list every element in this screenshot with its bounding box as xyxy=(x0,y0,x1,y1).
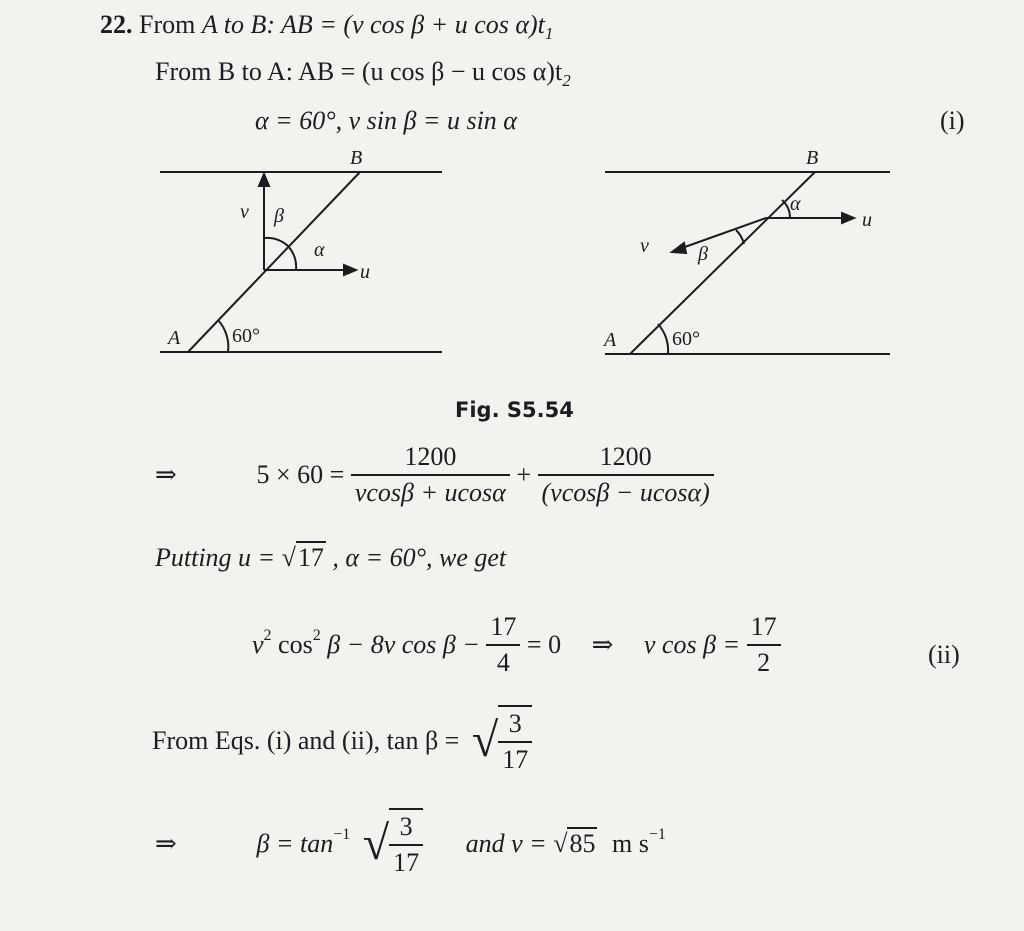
line1-prefix: From xyxy=(139,10,196,39)
putting-sqrt-value: 17 xyxy=(297,543,324,572)
figure-caption: Fig. S5.54 xyxy=(455,398,574,422)
eq4-sqrt-value: 85 xyxy=(569,829,596,858)
eq1-plus: + xyxy=(516,460,531,489)
eq2-rhs-num: 17 xyxy=(750,612,777,641)
putting-text-b: , α = 60°, we get xyxy=(332,543,507,572)
line1-sub: 1 xyxy=(544,24,554,43)
left-label-v: v xyxy=(240,201,249,223)
putting-line xyxy=(155,543,506,573)
eq2-lhs-sup2: 2 xyxy=(312,626,321,644)
eq1-fraction-2 xyxy=(538,440,714,510)
eq2-rhs: v cos β = xyxy=(643,630,741,659)
eq1-frac1-num: 1200 xyxy=(404,442,457,471)
eq2-lhs-sup1: 2 xyxy=(263,626,272,644)
right-label-beta: β xyxy=(698,243,708,265)
eq2-lhs-b: cos xyxy=(271,630,313,659)
eq4-num: 3 xyxy=(399,812,413,841)
implies-arrow-3: ⇒ xyxy=(155,829,177,858)
right-label-v: v xyxy=(640,235,649,257)
eq2-rhs-den: 2 xyxy=(747,644,781,680)
left-label-B: B xyxy=(350,147,363,169)
eq4-unit: m s xyxy=(611,829,649,858)
implies-arrow-2: ⇒ xyxy=(591,630,614,659)
line2-text: From B to A: AB = (u cos β − u cos α)t xyxy=(155,57,563,86)
eq4-text-b: and v = xyxy=(465,829,547,858)
eq4-den: 17 xyxy=(389,844,423,880)
right-label-angle: 60° xyxy=(672,328,700,350)
equation-tag-ii: (ii) xyxy=(928,640,960,669)
problem-line-3: α = 60°, v sin β = u sin α xyxy=(255,106,517,135)
equation-tag-i: (i) xyxy=(940,106,965,135)
eq3-fraction xyxy=(498,705,532,777)
left-label-A: A xyxy=(168,327,181,349)
sqrt-icon: √ xyxy=(362,817,390,870)
eq2-frac-den: 4 xyxy=(486,644,520,680)
left-label-angle: 60° xyxy=(232,325,260,347)
eq2-lhs-c: β − 8v cos β − xyxy=(320,630,480,659)
figure-s5-54 xyxy=(0,140,1024,400)
sqrt-icon: √ xyxy=(471,714,499,767)
equation-1 xyxy=(155,440,714,510)
right-label-alpha: α xyxy=(790,193,801,215)
eq2-frac-num: 17 xyxy=(490,612,517,641)
right-label-u: u xyxy=(862,209,872,231)
eq3-den: 17 xyxy=(498,741,532,777)
right-label-A: A xyxy=(604,329,617,351)
eq1-frac1-den: vcosβ + ucosα xyxy=(351,474,510,510)
eq4-sqrt xyxy=(553,827,597,861)
equation-4 xyxy=(155,808,666,880)
right-diagram xyxy=(605,172,890,354)
eq3-num: 3 xyxy=(508,709,522,738)
left-label-alpha: α xyxy=(314,239,325,261)
equation-2 xyxy=(252,610,781,680)
eq4-sup: −1 xyxy=(333,825,351,843)
sqrt-icon: √ xyxy=(553,829,568,858)
eq4-fraction xyxy=(389,808,423,880)
eq2-lhs-a: v xyxy=(252,630,264,659)
eq1-frac2-num: 1200 xyxy=(599,442,652,471)
eq2-fraction xyxy=(486,610,520,680)
eq3-text: From Eqs. (i) and (ii), tan β = xyxy=(152,726,460,755)
sqrt-icon: √ xyxy=(281,543,296,572)
problem-line-2 xyxy=(155,57,571,96)
line1-text: A to B: AB = (v cos β + u cos α)t xyxy=(201,10,545,39)
line2-sub: 2 xyxy=(562,71,571,90)
eq1-fraction-1 xyxy=(351,440,510,510)
implies-arrow-1: ⇒ xyxy=(155,460,177,489)
left-diagram xyxy=(160,172,442,352)
equation-3 xyxy=(152,705,532,777)
putting-text-a: Putting u = xyxy=(155,543,276,572)
eq4-unit-sup: −1 xyxy=(648,825,666,843)
eq2-rhs-fraction xyxy=(747,610,781,680)
problem-line-1 xyxy=(100,10,553,49)
left-label-u: u xyxy=(360,261,370,283)
right-label-B: B xyxy=(806,147,819,169)
left-label-beta: β xyxy=(274,205,284,227)
eq4-text-a: β = tan xyxy=(256,829,334,858)
eq2-eq-zero: = 0 xyxy=(526,630,562,659)
eq1-lhs: 5 × 60 = xyxy=(256,460,345,489)
putting-sqrt xyxy=(282,543,326,573)
problem-number: 22. xyxy=(100,10,133,39)
eq1-frac2-den: (vcosβ − ucosα) xyxy=(538,474,714,510)
